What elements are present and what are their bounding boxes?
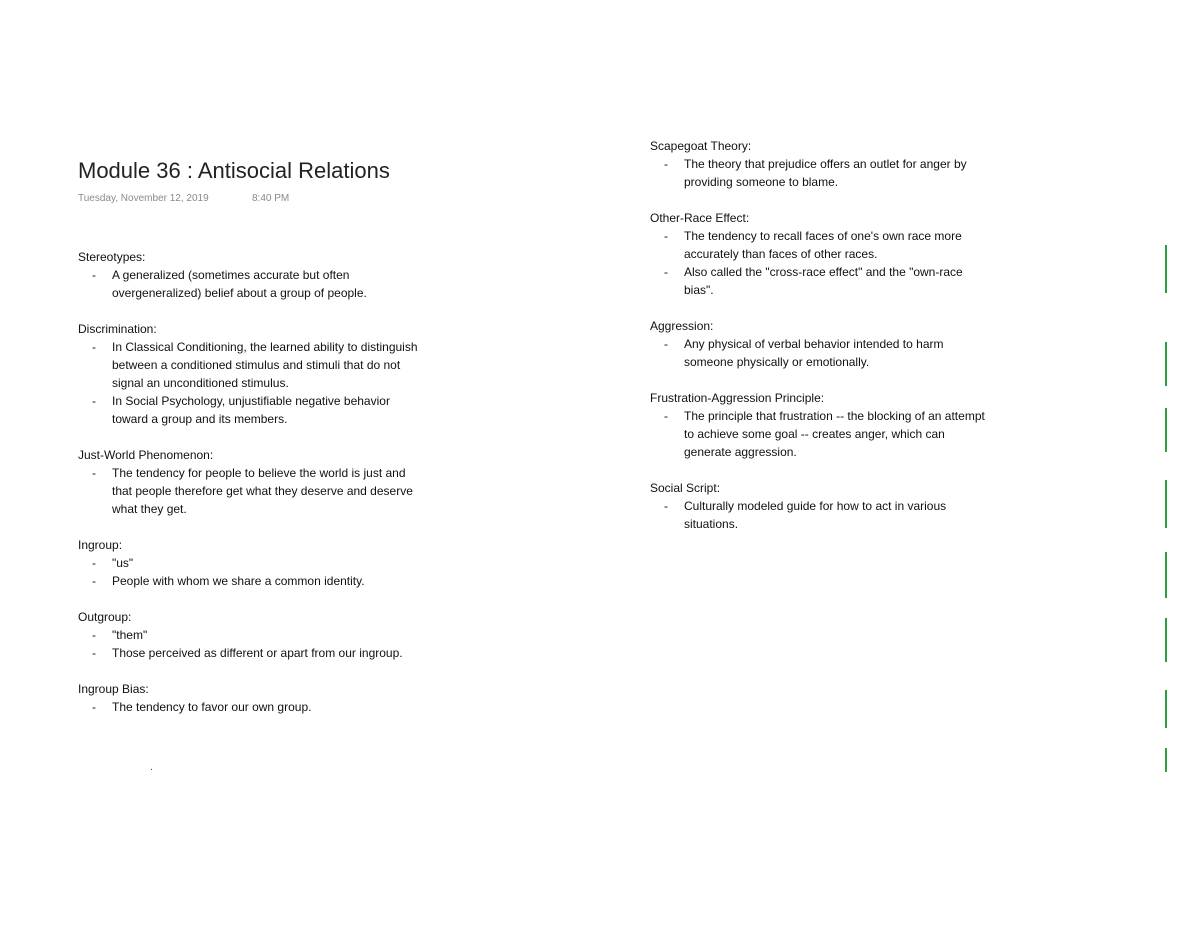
bullet-dash-icon: - xyxy=(664,157,668,171)
term-block xyxy=(650,209,990,299)
definition-text: The tendency to recall faces of one's own race more accurately than faces of other races. xyxy=(684,229,962,261)
term-block xyxy=(78,536,423,590)
term-heading: Other-Race Effect: xyxy=(650,211,750,225)
definition-item xyxy=(650,497,990,533)
margin-bar xyxy=(1165,408,1167,452)
bullet-dash-icon: - xyxy=(664,265,668,279)
term-block xyxy=(78,680,423,716)
left-column xyxy=(78,248,423,734)
definition-item xyxy=(650,407,990,461)
term-heading: Discrimination: xyxy=(78,322,157,336)
bullet-dash-icon: - xyxy=(92,646,96,660)
term-block xyxy=(650,137,990,191)
definition-item xyxy=(78,464,423,518)
term-block xyxy=(78,320,423,428)
definition-list xyxy=(78,626,423,662)
definition-item xyxy=(78,266,423,302)
margin-bar xyxy=(1165,480,1167,528)
definition-text: Culturally modeled guide for how to act in various situations. xyxy=(684,499,947,531)
bullet-dash-icon: - xyxy=(664,409,668,423)
definition-item xyxy=(78,554,423,572)
definition-text: A generalized (sometimes accurate but often overgeneralized) belief about a group of people. xyxy=(112,268,367,300)
definition-list xyxy=(78,554,423,590)
bullet-dash-icon: - xyxy=(92,574,96,588)
bullet-dash-icon: - xyxy=(664,499,668,513)
margin-bar xyxy=(1165,552,1167,598)
term-heading: Just-World Phenomenon: xyxy=(78,448,214,462)
definition-text: The theory that prejudice offers an outlet for anger by providing someone to blame. xyxy=(684,157,967,189)
term-heading: Aggression: xyxy=(650,319,714,333)
definition-item xyxy=(78,338,423,392)
term-block xyxy=(650,317,990,371)
term-block xyxy=(78,248,423,302)
definition-list xyxy=(650,497,990,533)
margin-bar xyxy=(1165,245,1167,293)
definition-item xyxy=(78,644,423,662)
definition-item xyxy=(650,263,990,299)
margin-bar xyxy=(1165,748,1167,772)
margin-bar xyxy=(1165,618,1167,662)
bullet-dash-icon: - xyxy=(664,337,668,351)
definition-item xyxy=(78,572,423,590)
definition-item xyxy=(650,227,990,263)
definition-item xyxy=(650,335,990,371)
definition-list xyxy=(650,335,990,371)
note-date: Tuesday, November 12, 2019 xyxy=(78,193,209,204)
bullet-dash-icon: - xyxy=(92,340,96,354)
right-column xyxy=(650,137,990,551)
bullet-dash-icon: - xyxy=(92,628,96,642)
definition-text: Any physical of verbal behavior intended to harm someone physically or emotionally. xyxy=(684,337,944,369)
definition-item xyxy=(650,155,990,191)
definition-text: "us" xyxy=(112,556,134,570)
bullet-dash-icon: - xyxy=(92,394,96,408)
term-block xyxy=(78,446,423,518)
definition-item xyxy=(78,698,423,716)
definition-text: The principle that frustration -- the blocking of an attempt to achieve some goal -- creates anger, which can generate aggression. xyxy=(684,409,985,459)
definition-text: Also called the "cross-race effect" and the "own-race bias". xyxy=(684,265,963,297)
term-heading: Social Script: xyxy=(650,481,721,495)
definition-list xyxy=(78,266,423,302)
page-title: Module 36 : Antisocial Relations xyxy=(78,158,390,183)
definition-text: People with whom we share a common identity. xyxy=(112,574,365,588)
definition-list xyxy=(650,407,990,461)
term-block xyxy=(78,608,423,662)
bullet-dash-icon: - xyxy=(92,268,96,282)
bullet-dash-icon: - xyxy=(92,700,96,714)
definition-item xyxy=(78,392,423,428)
bullet-dash-icon: - xyxy=(92,556,96,570)
definition-list xyxy=(650,227,990,299)
term-heading: Outgroup: xyxy=(78,610,132,624)
definition-list xyxy=(78,464,423,518)
bullet-dash-icon: - xyxy=(92,466,96,480)
definition-text: In Classical Conditioning, the learned ability to distinguish between a conditioned stimulus and stimuli that do not signal an unconditioned stimulus. xyxy=(112,340,418,390)
term-block xyxy=(650,389,990,461)
term-block xyxy=(650,479,990,533)
definition-list xyxy=(78,338,423,428)
term-heading: Stereotypes: xyxy=(78,250,146,264)
margin-bar xyxy=(1165,342,1167,386)
definition-text: The tendency for people to believe the world is just and that people therefore get what they deserve and deserve what they get. xyxy=(112,466,413,516)
term-heading: Ingroup Bias: xyxy=(78,682,149,696)
term-heading: Ingroup: xyxy=(78,538,123,552)
definition-text: "them" xyxy=(112,628,148,642)
note-time: 8:40 PM xyxy=(252,193,290,204)
stray-mark: . xyxy=(150,762,153,773)
definition-list xyxy=(650,155,990,191)
definition-text: The tendency to favor our own group. xyxy=(112,700,312,714)
bullet-dash-icon: - xyxy=(664,229,668,243)
term-heading: Frustration-Aggression Principle: xyxy=(650,391,825,405)
definition-item xyxy=(78,626,423,644)
definition-text: Those perceived as different or apart from our ingroup. xyxy=(112,646,403,660)
term-heading: Scapegoat Theory: xyxy=(650,139,752,153)
margin-bar xyxy=(1165,690,1167,728)
definition-text: In Social Psychology, unjustifiable negative behavior toward a group and its members. xyxy=(112,394,390,426)
definition-list xyxy=(78,698,423,716)
